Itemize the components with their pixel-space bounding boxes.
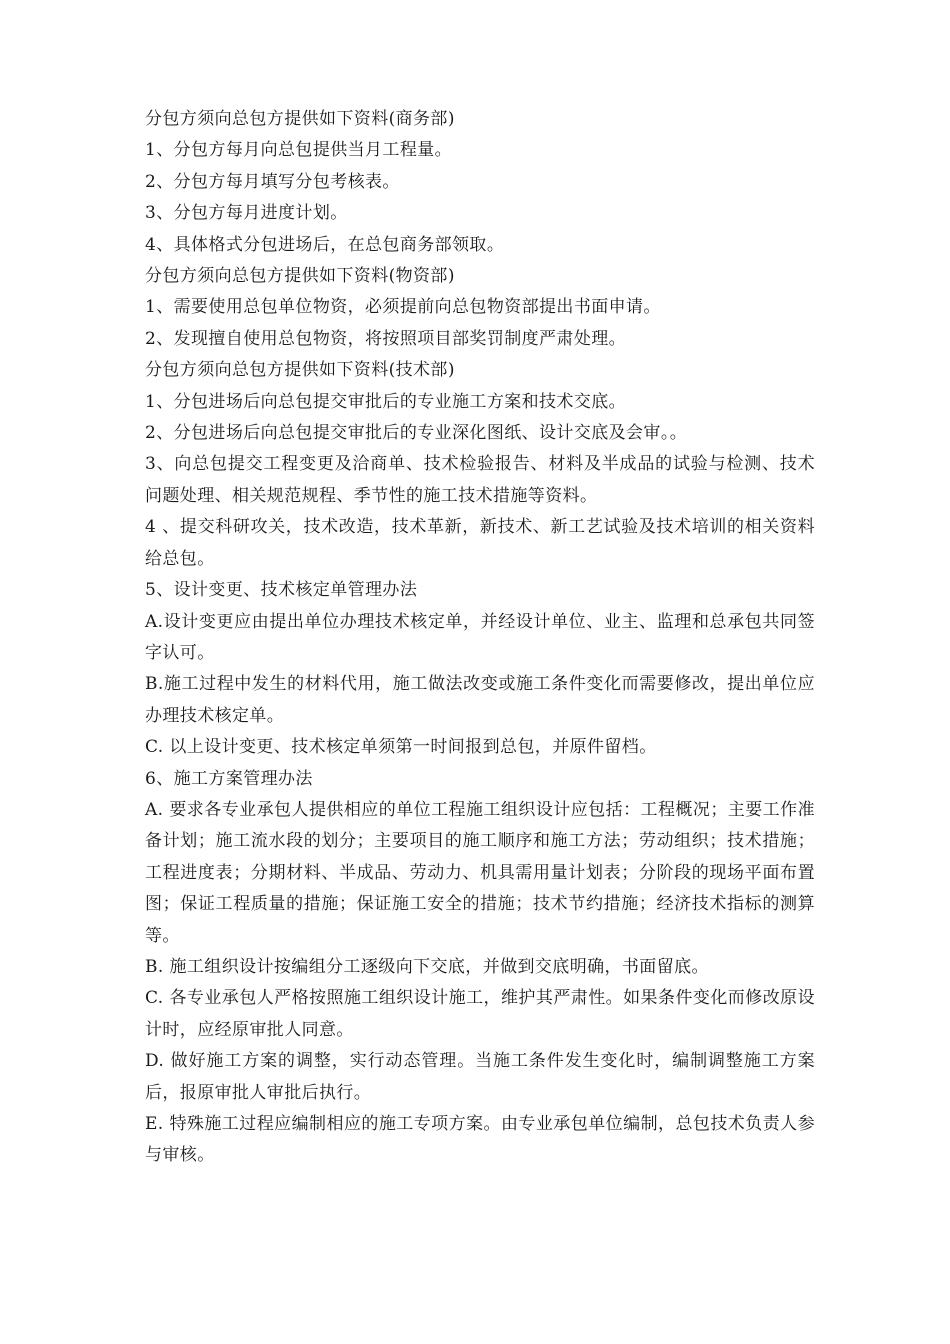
list-item: 1、需要使用总包单位物资，必须提前向总包物资部提出书面申请。 bbox=[145, 297, 661, 318]
list-item: 3、分包方每月进度计划。 bbox=[145, 203, 348, 224]
list-item: A. 要求各专业承包人提供相应的单位工程施工组织设计应包括：工程概况；主要工作准备计划；施工流水段的划分；主要项目的施工顺序和施工方法；劳动组织；技术措施；工程进度表；分期材料、半成品、劳动力、机具需用量计划表；分阶段的现场平面布置图；保证工程质量的措施；保证施工安全的措施；技术节约措施；经济技术指标的测算等。 bbox=[145, 799, 815, 946]
list-item: 4 、提交科研攻关，技术改造，技术革新，新技术、新工艺试验及技术培训的相关资料给总包。 bbox=[145, 517, 815, 569]
list-item: 2、分包进场后向总包提交审批后的专业深化图纸、设计交底及会审。。 bbox=[145, 423, 688, 444]
list-item: C. 各专业承包人严格按照施工组织设计施工，维护其严肃性。如果条件变化而修改原设计时，应经原审批人同意。 bbox=[145, 988, 815, 1040]
section-heading-commerce: 分包方须向总包方提供如下资料(商务部) bbox=[145, 109, 455, 129]
list-item: 1、分包进场后向总包提交审批后的专业施工方案和技术交底。 bbox=[145, 391, 627, 412]
list-item: 1、分包方每月向总包提供当月工程量。 bbox=[145, 140, 453, 161]
list-item: 4、具体格式分包进场后，在总包商务部领取。 bbox=[145, 234, 505, 255]
subsection-heading-design-change: 5、设计变更、技术核定单管理办法 bbox=[145, 580, 418, 601]
list-item: D. 做好施工方案的调整，实行动态管理。当施工条件发生变化时，编制调整施工方案后，报原审批人审批后执行。 bbox=[145, 1051, 815, 1103]
list-item: E. 特殊施工过程应编制相应的施工专项方案。由专业承包单位编制，总包技术负责人参与审核。 bbox=[145, 1114, 815, 1166]
list-item: 2、发现擅自使用总包物资，将按照项目部奖罚制度严肃处理。 bbox=[145, 328, 627, 349]
subsection-heading-construction-plan: 6、施工方案管理办法 bbox=[145, 768, 313, 789]
section-heading-materials: 分包方须向总包方提供如下资料(物资部) bbox=[145, 266, 455, 287]
list-item: B.施工过程中发生的材料代用，施工做法改变或施工条件变化而需要修改，提出单位应办理技术核定单。 bbox=[145, 674, 815, 726]
section-heading-technical: 分包方须向总包方提供如下资料(技术部) bbox=[145, 360, 455, 381]
list-item: C. 以上设计变更、技术核定单须第一时间报到总包，并原件留档。 bbox=[145, 737, 657, 758]
list-item: 3、向总包提交工程变更及洽商单、技术检验报告、材料及半成品的试验与检测、技术问题处理、相关规范规程、季节性的施工技术措施等资料。 bbox=[145, 454, 815, 506]
list-item: 2、分包方每月填写分包考核表。 bbox=[145, 171, 400, 192]
document-body bbox=[145, 104, 815, 1172]
list-item: B. 施工组织设计按编组分工逐级向下交底，并做到交底明确，书面留底。 bbox=[145, 956, 709, 977]
list-item: A.设计变更应由提出单位办理技术核定单，并经设计单位、业主、监理和总承包共同签字认可。 bbox=[145, 611, 815, 663]
